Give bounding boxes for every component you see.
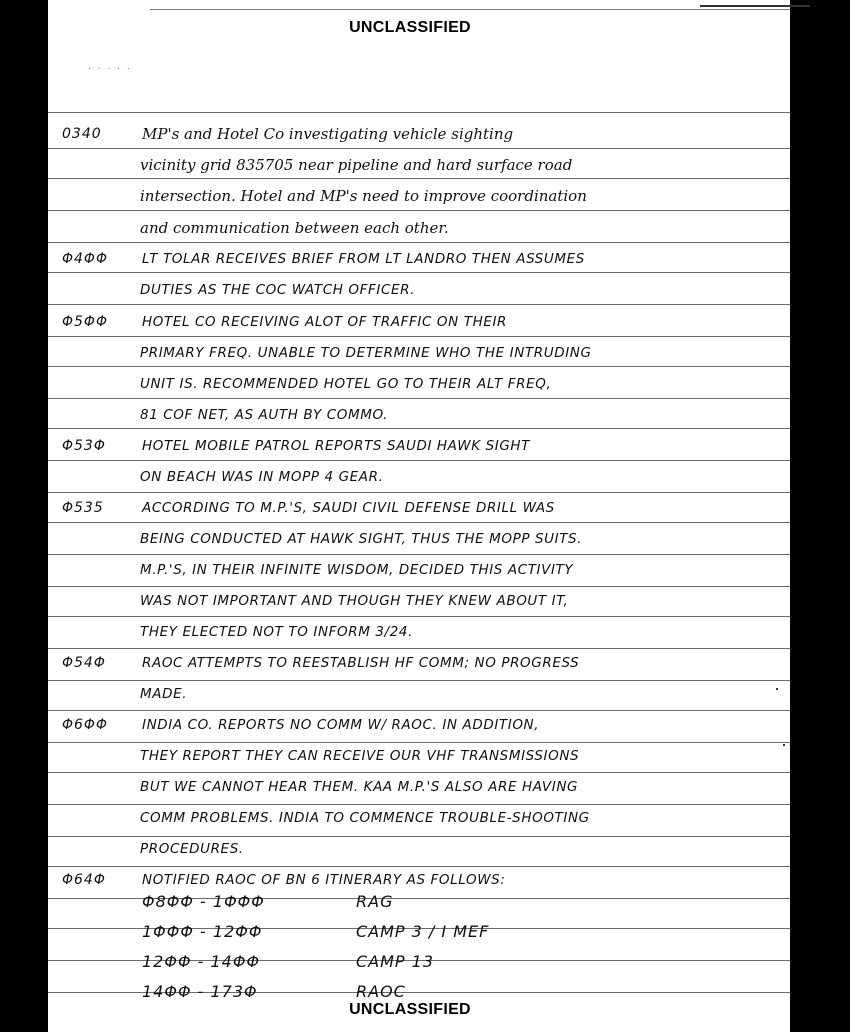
itinerary-time: 14ΦΦ - 173Φ bbox=[142, 982, 258, 1001]
entry-line: COMM PROBLEMS. INDIA TO COMMENCE TROUBLE-SHOOTING bbox=[140, 810, 590, 826]
entry-line: intersection. Hotel and MP's need to improve coordination bbox=[140, 187, 587, 205]
ruled-line bbox=[48, 616, 790, 617]
entry-line: LT TOLAR RECEIVES BRIEF FROM LT LANDRO THEN ASSUMES bbox=[142, 251, 585, 267]
itinerary-time: Φ8ΦΦ - 1ΦΦΦ bbox=[142, 892, 265, 911]
ruled-line bbox=[48, 210, 790, 211]
stray-mark bbox=[783, 744, 785, 746]
ruled-line bbox=[48, 242, 790, 243]
ruled-line bbox=[48, 148, 790, 149]
ruled-line bbox=[48, 460, 790, 461]
entry-line: THEY REPORT THEY CAN RECEIVE OUR VHF TRANSMISSIONS bbox=[140, 748, 580, 764]
entry-line: NOTIFIED RAOC OF BN 6 ITINERARY AS FOLLOWS: bbox=[142, 872, 506, 888]
top-edge-rule bbox=[150, 9, 790, 10]
itinerary-destination: RAOC bbox=[356, 982, 406, 1001]
ruled-line bbox=[48, 428, 790, 429]
entry-time: Φ5ΦΦ bbox=[62, 314, 108, 330]
ruled-line bbox=[48, 304, 790, 305]
entry-line: BEING CONDUCTED AT HAWK SIGHT, THUS THE MOPP SUITS. bbox=[140, 531, 583, 547]
entry-time: Φ54Φ bbox=[62, 655, 106, 671]
classification-top: UNCLASSIFIED bbox=[349, 19, 471, 36]
entry-line: M.P.'S, IN THEIR INFINITE WISDOM, DECIDED THIS ACTIVITY bbox=[140, 562, 574, 578]
entry-time: Φ6ΦΦ bbox=[62, 717, 108, 733]
scan-border-right bbox=[790, 0, 850, 1032]
ruled-line bbox=[48, 336, 790, 337]
top-edge-mark bbox=[700, 5, 810, 7]
ruled-line bbox=[48, 742, 790, 743]
classification-bottom: UNCLASSIFIED bbox=[349, 1001, 471, 1018]
ruled-line bbox=[48, 178, 790, 179]
entry-time: Φ4ΦΦ bbox=[62, 251, 108, 267]
entry-line: and communication between each other. bbox=[140, 219, 449, 237]
scan-border-top-left bbox=[0, 0, 48, 14]
ruled-line bbox=[48, 836, 790, 837]
itinerary-time: 12ΦΦ - 14ΦΦ bbox=[142, 952, 261, 971]
entry-time: Φ53Φ bbox=[62, 438, 106, 454]
entry-line: HOTEL CO RECEIVING ALOT OF TRAFFIC ON THEIR bbox=[142, 314, 508, 330]
entry-line: ACCORDING TO M.P.'S, SAUDI CIVIL DEFENSE DRILL WAS bbox=[142, 500, 555, 516]
ruled-line bbox=[48, 492, 790, 493]
ruled-line bbox=[48, 648, 790, 649]
stray-mark bbox=[776, 688, 778, 690]
entry-line: UNIT IS. RECOMMENDED HOTEL GO TO THEIR ALT FREQ, bbox=[140, 376, 552, 392]
entry-line: 81 COF NET, AS AUTH BY COMMO. bbox=[140, 407, 389, 423]
ruled-line bbox=[48, 366, 790, 367]
entry-line: BUT WE CANNOT HEAR THEM. KAA M.P.'S ALSO ARE HAVING bbox=[140, 779, 579, 795]
ruled-line bbox=[48, 710, 790, 711]
itinerary-destination: RAG bbox=[356, 892, 394, 911]
ruled-line bbox=[48, 804, 790, 805]
itinerary-time: 1ΦΦΦ - 12ΦΦ bbox=[142, 922, 263, 941]
ruled-line bbox=[48, 554, 790, 555]
itinerary-destination: CAMP 3 / I MEF bbox=[356, 922, 490, 941]
ruled-line bbox=[48, 772, 790, 773]
ruled-line bbox=[48, 586, 790, 587]
entry-time: 0340 bbox=[62, 126, 102, 142]
entry-line: WAS NOT IMPORTANT AND THOUGH THEY KNEW ABOUT IT, bbox=[140, 593, 569, 609]
entry-line: DUTIES AS THE COC WATCH OFFICER. bbox=[140, 282, 415, 298]
entry-line: MADE. bbox=[140, 686, 188, 702]
ruled-line bbox=[48, 398, 790, 399]
scan-border-left bbox=[0, 14, 48, 1032]
entry-line: MP's and Hotel Co investigating vehicle sighting bbox=[142, 125, 514, 143]
ruled-line bbox=[48, 522, 790, 523]
ruled-line bbox=[48, 112, 790, 113]
entry-time: Φ64Φ bbox=[62, 872, 106, 888]
entry-line: THEY ELECTED NOT TO INFORM 3/24. bbox=[140, 624, 413, 640]
ruled-line bbox=[48, 866, 790, 867]
entry-line: PRIMARY FREQ. UNABLE TO DETERMINE WHO THE INTRUDING bbox=[140, 345, 592, 361]
ruled-line bbox=[48, 272, 790, 273]
header-marks: . . . . . bbox=[88, 62, 132, 72]
ruled-line bbox=[48, 680, 790, 681]
entry-line: ON BEACH WAS IN MOPP 4 GEAR. bbox=[140, 469, 384, 485]
entry-line: vicinity grid 835705 near pipeline and hard surface road bbox=[140, 156, 573, 174]
entry-time: Φ535 bbox=[62, 500, 104, 516]
entry-line: RAOC ATTEMPTS TO REESTABLISH HF COMM; NO PROGRESS bbox=[142, 655, 580, 671]
entry-line: PROCEDURES. bbox=[140, 841, 244, 857]
itinerary-destination: CAMP 13 bbox=[356, 952, 435, 971]
entry-line: HOTEL MOBILE PATROL REPORTS SAUDI HAWK SIGHT bbox=[142, 438, 530, 454]
entry-line: INDIA CO. REPORTS NO COMM W/ RAOC. IN ADDITION, bbox=[142, 717, 540, 733]
